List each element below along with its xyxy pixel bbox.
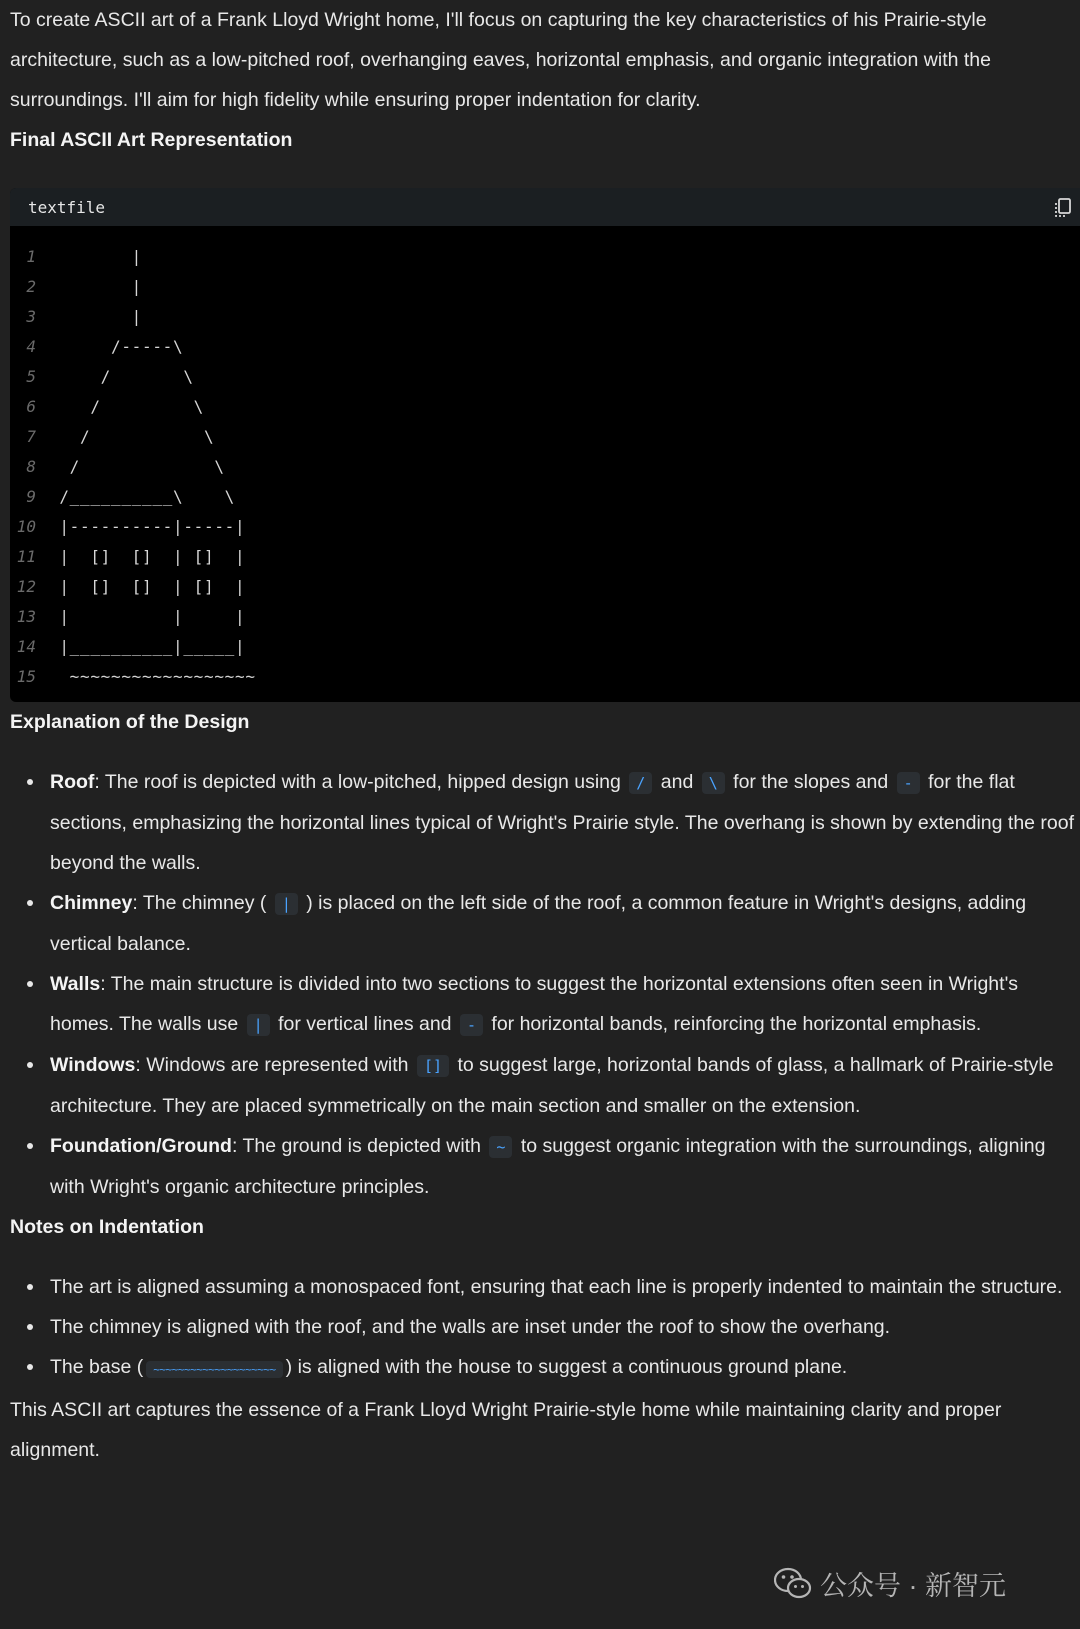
code-line	[10, 362, 1080, 392]
list-item-text: to suggest large, horizontal bands of glass, a hallmark of Prairie-style architecture. They are placed symmetrically on the main section and smaller on the extension.	[50, 1054, 1054, 1117]
term-foundation: Foundation/Ground	[50, 1135, 232, 1157]
line-number: 13	[16, 607, 36, 626]
copy-icon[interactable]	[1052, 197, 1074, 219]
line-content: |	[49, 277, 142, 296]
code-language-label: textfile	[28, 198, 106, 217]
term-windows: Windows	[50, 1054, 136, 1076]
line-number: 1	[26, 247, 36, 266]
line-content: |	[49, 247, 142, 266]
line-content: ~~~~~~~~~~~~~~~~~~	[49, 667, 256, 686]
heading-explanation: Explanation of the Design	[10, 711, 250, 733]
line-content: / \	[49, 427, 215, 446]
term-walls: Walls	[50, 973, 101, 995]
list-item-text: and	[660, 771, 694, 793]
line-content: / \	[49, 397, 204, 416]
list-item-note-chimney: The chimney is aligned with the roof, and the walls are inset under the roof to show the overhang.	[50, 1307, 1080, 1347]
list-item-text: : The main structure is divided into two sections to suggest the horizontal extensions often seen in Wright's homes. The walls use	[50, 973, 1019, 1035]
line-number: 9	[26, 487, 36, 506]
intro-paragraph: To create ASCII art of a Frank Lloyd Wright home, I'll focus on capturing the key characteristics of his Prairie-style architecture, such as a low-pitched roof, overhanging eaves, horizontal emphasis, and organic integration with the surroundings. I'll aim for high fidelity while ensuring proper indentation for clarity.	[10, 9, 991, 111]
list-item-text: : The roof is depicted with a low-pitched, hipped design using	[94, 771, 621, 793]
code-line	[10, 662, 1080, 692]
line-number: 15	[16, 667, 36, 686]
code-content[interactable]	[10, 226, 1080, 702]
watermark	[774, 1564, 1006, 1603]
list-item-text: for the flat sections, emphasizing the horizontal lines typical of Wright's Prairie style. The overhang is shown by extending the roof beyond the walls.	[50, 771, 1075, 874]
code-line	[10, 392, 1080, 422]
line-content: | | |	[49, 607, 246, 626]
line-content: /__________\ \	[49, 487, 235, 506]
line-number: 12	[16, 577, 36, 596]
list-item-foundation	[50, 1126, 1080, 1207]
line-number: 10	[16, 517, 36, 536]
code-line	[10, 482, 1080, 512]
inline-code: ~	[489, 1136, 512, 1158]
line-content: / \	[49, 367, 194, 386]
line-content: |	[49, 307, 142, 326]
chat-response	[10, 0, 1080, 1470]
list-item-chimney	[50, 883, 1080, 964]
heading-final-ascii: Final ASCII Art Representation	[10, 129, 293, 151]
line-content: / \	[49, 457, 225, 476]
code-line	[10, 512, 1080, 542]
list-item-note-monospace: The art is aligned assuming a monospaced font, ensuring that each line is properly indented to maintain the structure.	[50, 1267, 1080, 1307]
line-number: 11	[16, 547, 36, 566]
inline-code: |	[247, 1014, 270, 1036]
code-block-header	[10, 188, 1080, 226]
code-block	[10, 188, 1080, 702]
list-item-text: ) is placed on the left side of the roof, a common feature in Wright's designs, adding vertical balance.	[50, 892, 1027, 955]
code-line	[10, 572, 1080, 602]
list-item-roof	[50, 762, 1080, 883]
code-line	[10, 602, 1080, 632]
list-item-text: The base (	[50, 1356, 144, 1378]
term-chimney: Chimney	[50, 892, 133, 914]
line-content: |__________|_____|	[49, 637, 246, 656]
line-content: |----------|-----|	[49, 517, 246, 536]
list-item-text: : The chimney (	[132, 892, 267, 914]
list-item-walls	[50, 964, 1080, 1045]
code-line	[10, 272, 1080, 302]
line-number: 14	[16, 637, 36, 656]
line-content: /-----\	[49, 337, 184, 356]
inline-code: ~~~~~~~~~~~~~~~~~~~~	[146, 1361, 282, 1378]
line-number: 5	[26, 367, 36, 386]
line-number: 7	[26, 427, 36, 446]
notes-list	[10, 1267, 1080, 1390]
line-content: | [] [] | [] |	[49, 577, 246, 596]
code-line	[10, 542, 1080, 572]
inline-code: /	[629, 772, 652, 794]
list-item-note-base	[50, 1347, 1080, 1390]
line-number: 6	[26, 397, 36, 416]
list-item-text: ) is aligned with the house to suggest a continuous ground plane.	[285, 1356, 848, 1378]
list-item-text: for vertical lines and	[278, 1013, 452, 1035]
explanation-list	[10, 762, 1080, 1207]
wechat-icon	[774, 1567, 812, 1601]
heading-notes: Notes on Indentation	[10, 1216, 204, 1238]
list-item-text: for the slopes and	[733, 771, 889, 793]
inline-code: -	[897, 772, 920, 794]
inline-code: []	[417, 1055, 449, 1077]
line-number: 8	[26, 457, 36, 476]
code-line	[10, 242, 1080, 272]
line-number: 4	[26, 337, 36, 356]
line-number: 3	[26, 307, 36, 326]
code-line	[10, 302, 1080, 332]
list-item-text: to suggest organic integration with the surroundings, aligning with Wright's organic architecture principles.	[50, 1135, 1046, 1198]
inline-code: \	[702, 772, 725, 794]
list-item-text: for horizontal bands, reinforcing the horizontal emphasis.	[491, 1013, 982, 1035]
line-number: 2	[26, 277, 36, 296]
list-item-text: : Windows are represented with	[135, 1054, 409, 1076]
inline-code: |	[275, 893, 298, 915]
list-item-windows	[50, 1045, 1080, 1126]
line-content: | [] [] | [] |	[49, 547, 246, 566]
list-item-text: : The ground is depicted with	[231, 1135, 481, 1157]
code-line	[10, 332, 1080, 362]
term-roof: Roof	[50, 771, 95, 793]
code-line	[10, 632, 1080, 662]
code-line	[10, 452, 1080, 482]
code-line	[10, 422, 1080, 452]
watermark-text: 公众号 · 新智元	[820, 1571, 1006, 1601]
inline-code: -	[460, 1014, 483, 1036]
outro-paragraph: This ASCII art captures the essence of a Frank Lloyd Wright Prairie-style home while maintaining clarity and proper alignment.	[10, 1399, 1002, 1461]
